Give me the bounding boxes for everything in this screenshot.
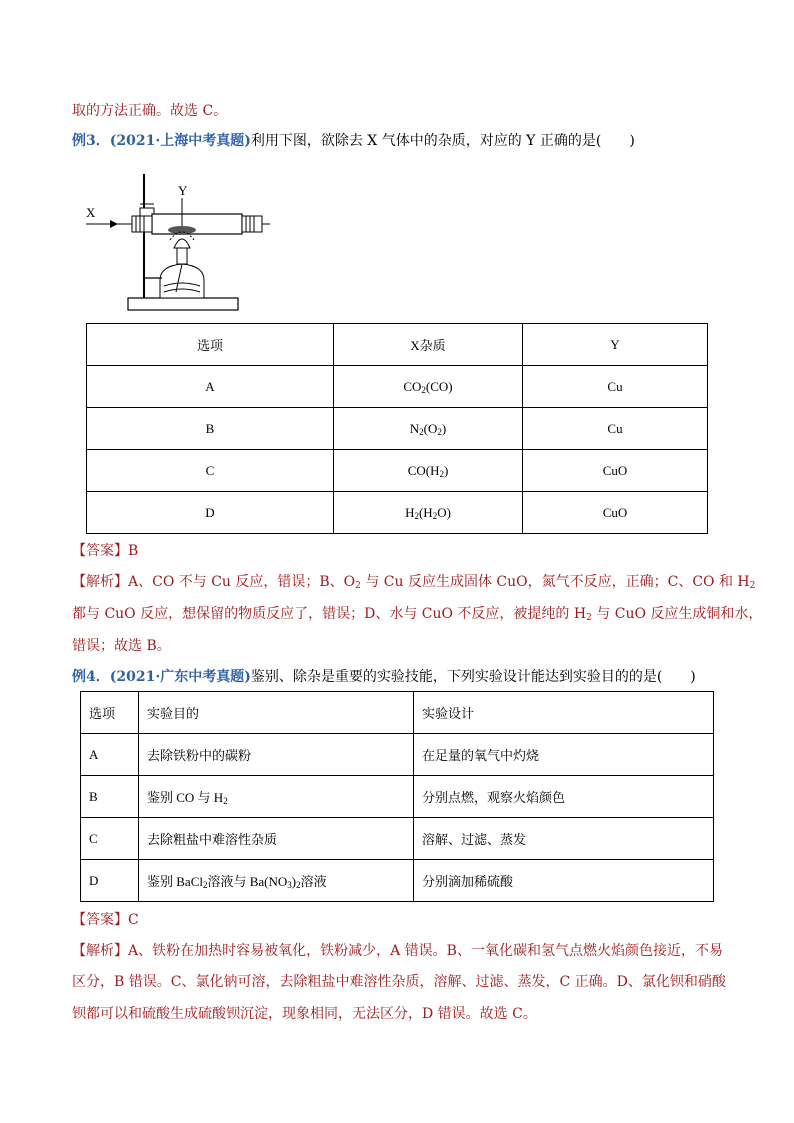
example-3-question: 利用下图，欲除去 X 气体中的杂质，对应的 Y 正确的是( ) (250, 133, 635, 149)
example-3-analysis-line2: 都与 CuO 反应，想保留的物质反应了，错误；D、水与 CuO 不反应，被提纯的 $H_2$ 与 CuO 反应生成铜和水， (72, 606, 763, 623)
option-cell: B (81, 776, 139, 818)
example-3-source: (2021·上海中考真题) (109, 133, 251, 149)
option-cell: A (87, 366, 334, 408)
table-row (87, 408, 708, 450)
option-cell: B (87, 408, 334, 450)
table-row (87, 450, 708, 492)
table-header-cell: 实验设计 (414, 692, 714, 734)
reagent-cell: CuO (523, 450, 708, 492)
goal-cell: 鉴别 CO 与 $H_2$ (139, 776, 414, 818)
figure-label-x: X (86, 205, 96, 220)
example-3-analysis-line3: 错误；故选 B。 (72, 638, 171, 654)
table-row (81, 860, 714, 902)
table-header-cell: Y (523, 324, 708, 366)
example-4-label: 例4． (72, 669, 110, 685)
impurity-cell: $N_2(O_2)$ (334, 408, 523, 450)
goal-cell: 去除粗盐中难溶性杂质 (139, 818, 414, 860)
prev-answer-tail: 取的方法正确。故选 C。 (72, 103, 228, 119)
goal-cell: 鉴别 BaCl$_2$溶液与 $Ba(NO_3)_2$溶液 (139, 860, 414, 902)
example-4-question: 鉴别、除杂是重要的实验技能，下列实验设计能达到实验目的的是( ) (250, 669, 696, 685)
option-cell: D (81, 860, 139, 902)
table-row (87, 492, 708, 534)
table-header-row (87, 324, 708, 366)
table-row (87, 366, 708, 408)
example-4-answer: 【答案】C (72, 912, 139, 928)
example-4-source: (2021·广东中考真题) (109, 669, 251, 685)
example-4-analysis-line2: 区分，B 错误。C、氯化钠可溶，去除粗盐中难溶性杂质，溶解、过滤、蒸发，C 正确。D、氯化钡和硝酸 (72, 974, 726, 990)
table-header-row (81, 692, 714, 734)
table-row (81, 818, 714, 860)
table-header-cell: 选项 (81, 692, 139, 734)
impurity-cell: $CO_2(CO)$ (334, 366, 523, 408)
example-4-analysis-line3: 钡都可以和硫酸生成硫酸钡沉淀，现象相同，无法区分，D 错误。故选 C。 (72, 1006, 537, 1022)
apparatus-figure (80, 168, 270, 316)
goal-cell: 去除铁粉中的碳粉 (139, 734, 414, 776)
design-cell: 分别点燃，观察火焰颜色 (414, 776, 714, 818)
table-header-cell: 选项 (87, 324, 334, 366)
reagent-cell: Cu (523, 408, 708, 450)
reagent-cell: Cu (523, 366, 708, 408)
figure-label-y: Y (178, 183, 188, 198)
example-3-label: 例3． (72, 133, 110, 149)
example-3-answer: 【答案】B (72, 543, 139, 559)
example-3-heading (72, 131, 635, 151)
example-3-table (86, 323, 708, 534)
design-cell: 分别滴加稀硫酸 (414, 860, 714, 902)
design-cell: 在足量的氧气中灼烧 (414, 734, 714, 776)
option-cell: C (81, 818, 139, 860)
example-4-heading (72, 667, 696, 687)
option-cell: C (87, 450, 334, 492)
design-cell: 溶解、过滤、蒸发 (414, 818, 714, 860)
option-cell: A (81, 734, 139, 776)
example-4-table (80, 691, 714, 902)
table-row (81, 776, 714, 818)
impurity-cell: $CO(H_2)$ (334, 450, 523, 492)
example-3-analysis-line1: 【解析】A、CO 不与 Cu 反应，错误；B、$O_2$ 与 Cu 反应生成固体 CuO，氮气不反应，正确；C、CO 和 $H_2$ (72, 574, 756, 591)
table-header-cell: X杂质 (334, 324, 523, 366)
example-4-analysis-line1: 【解析】A、铁粉在加热时容易被氧化，铁粉减少，A 错误。B、一氧化碳和氢气点燃火焰颜色接近，不易 (72, 943, 723, 959)
impurity-cell: $H_2(H_2O)$ (334, 492, 523, 534)
option-cell: D (87, 492, 334, 534)
table-header-cell: 实验目的 (139, 692, 414, 734)
table-row (81, 734, 714, 776)
reagent-cell: CuO (523, 492, 708, 534)
